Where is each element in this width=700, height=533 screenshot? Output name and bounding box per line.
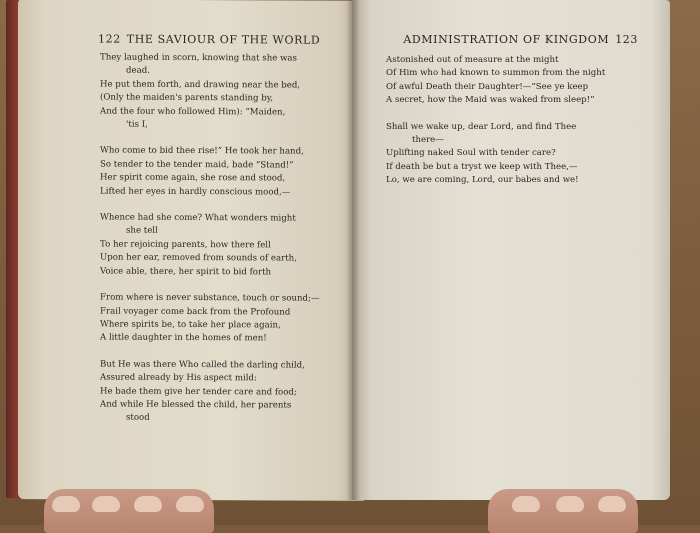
verse-line: Who come to bid thee rise!” He took her hand, [100,145,304,158]
fingernail [92,496,120,512]
right-page [352,0,670,500]
verse-line: A secret, how the Maid was waked from sleep!” [386,95,595,106]
verse-line: They laughed in scorn, knowing that she was [100,52,297,64]
verse-line: Shall we wake up, dear Lord, and find Thee [386,121,577,132]
fingernail [512,496,540,512]
verse-line: there— [412,135,444,146]
verse-line: Of awful Death their Daughter!—“See ye keep [386,81,589,92]
fingernail [598,496,626,512]
verse-line: (Only the maiden's parents standing by, [100,92,274,104]
verse-line: To her rejoicing parents, how there fell [100,239,271,251]
fingernail [134,496,162,512]
left-page [18,0,364,501]
left-hand-fingers [44,489,214,533]
verse-line: Uplifting naked Soul with tender care? [386,148,556,159]
verse-line: If death be but a tryst we keep with Thee,— [386,161,578,172]
verse-line: Of Him who had known to summon from the night [386,68,606,79]
verse-line: Her spirit come again, she rose and stood, [100,172,286,184]
fingernail [52,496,80,512]
right-page-text [386,54,634,201]
verse-line: she tell [126,226,158,237]
verse-line: Frail voyager come back from the Profound [100,306,291,318]
verse-line: From where is never substance, touch or sound;— [100,292,320,304]
open-book [6,0,670,500]
verse-line: Astonished out of measure at the might [386,55,559,65]
left-running-head [98,33,328,47]
left-page-text [100,52,332,440]
right-running-head-title: ADMINISTRATION OF KINGDOM [403,33,610,46]
stanza [100,52,332,134]
fingernail [176,496,204,512]
verse-line: And the four who followed Him): “Maiden, [100,106,286,118]
verse-line: And while He blessed the child, her parents [100,399,292,411]
stanza [386,121,634,188]
verse-line: He put them forth, and drawing near the bed, [100,79,301,91]
verse-line: So tender to the tender maid, bade “Stand!” [100,159,294,171]
stanza [100,145,332,200]
verse-line: Lo, we are coming, Lord, our babes and we! [386,175,579,186]
stanza [100,358,332,426]
verse-line: Lifted her eyes in hardly conscious mood,— [100,186,291,198]
verse-line: 'tis I, [126,119,148,130]
right-running-head [388,33,638,46]
book-gutter [346,0,360,500]
right-page-number: 123 [615,33,638,46]
verse-line: He bade them give her tender care and food; [100,386,297,398]
verse-line: A little daughter in the homes of men! [100,332,267,344]
verse-line: Whence had she come? What wonders might [100,212,296,224]
verse-line: dead. [126,66,150,77]
stanza [386,54,634,108]
verse-line: Where spirits be, to take her place again, [100,319,281,331]
left-page-number: 122 [98,32,121,46]
stanza [100,212,332,280]
right-hand-fingers [488,489,638,533]
verse-line: Voice able, there, her spirit to bid forth [100,266,272,278]
left-running-head-title: THE SAVIOUR OF THE WORLD [126,32,321,47]
verse-line: But He was there Who called the darling child, [100,359,305,371]
fingernail [556,496,584,512]
verse-line: Upon her ear, removed from sounds of earth, [100,252,297,264]
verse-line: Assured already by His aspect mild: [100,372,257,384]
stanza [100,292,332,347]
verse-line: stood [126,413,150,424]
